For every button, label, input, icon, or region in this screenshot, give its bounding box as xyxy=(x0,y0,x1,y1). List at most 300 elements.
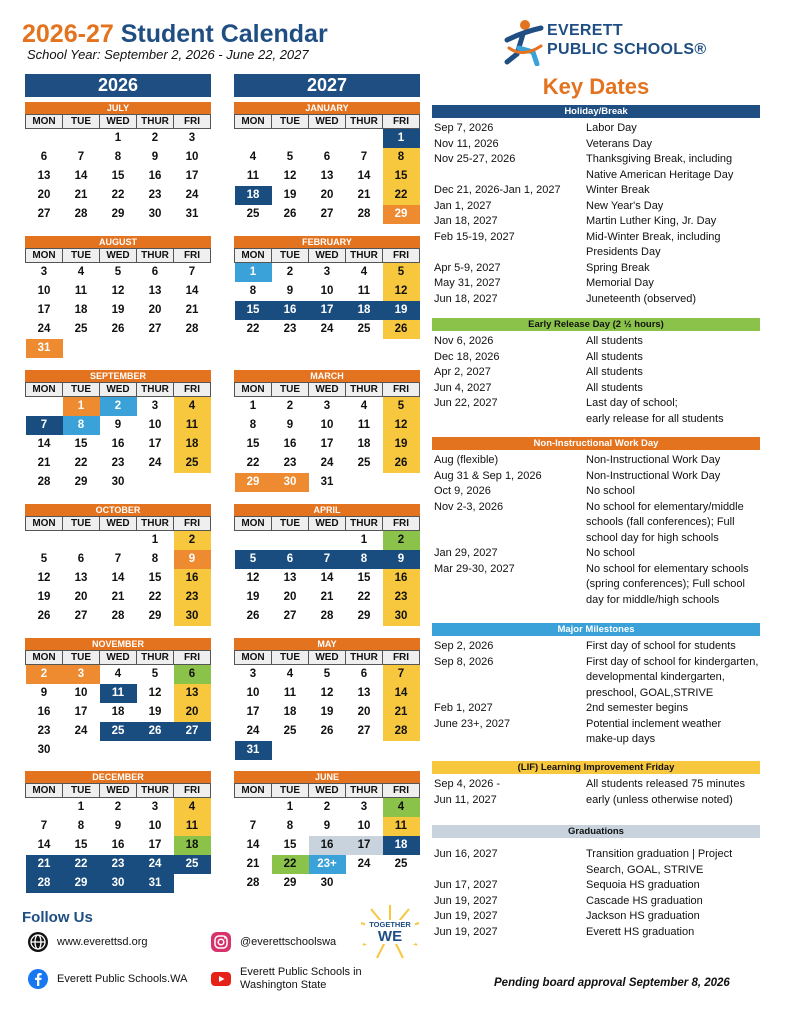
pending-approval-note: Pending board approval September 8, 2026 xyxy=(494,977,730,989)
day-cell: 24 xyxy=(185,189,199,201)
day-cell: 24 xyxy=(320,323,334,335)
day-cell xyxy=(383,741,420,760)
weekday-header: TUE xyxy=(272,115,309,129)
weekday-header: TUE xyxy=(63,651,100,665)
day-cell: 27 xyxy=(357,725,371,737)
key-date-row xyxy=(434,546,760,562)
weekday-header: WED xyxy=(100,383,137,397)
month-table xyxy=(25,382,211,492)
day-cell xyxy=(100,531,137,550)
day-cell: 25 xyxy=(283,725,297,737)
day-cell: 21 xyxy=(37,457,51,469)
week-row xyxy=(26,320,211,339)
day-cell: 31 xyxy=(137,874,174,893)
weekday-header-row xyxy=(26,651,211,665)
weekday-header: FRI xyxy=(174,651,211,665)
month-name: MARCH xyxy=(234,370,420,382)
key-date-event xyxy=(586,793,760,809)
week-row xyxy=(26,416,211,435)
day-cell: 31 xyxy=(26,339,63,358)
key-date-date: Jan 29, 2027 xyxy=(434,547,498,559)
weekday-header: MON xyxy=(235,651,272,665)
month-table xyxy=(25,650,211,760)
day-cell: 10 xyxy=(74,687,88,699)
key-date-date: Dec 21, 2026-Jan 1, 2027 xyxy=(434,184,561,196)
event-line: All students xyxy=(586,381,643,394)
youtube-icon xyxy=(210,968,232,990)
key-dates-section xyxy=(432,318,760,427)
day-cell: 29 xyxy=(235,473,272,492)
day-cell: 22 xyxy=(383,186,420,205)
week-row xyxy=(26,569,211,588)
weekday-header: WED xyxy=(309,517,346,531)
day-cell: 23 xyxy=(383,588,420,607)
weekday-header-row xyxy=(235,115,420,129)
day-cell: 12 xyxy=(283,170,297,182)
key-date-date: Apr 5-9, 2027 xyxy=(434,261,501,274)
key-date-date: Nov 25-27, 2026 xyxy=(434,153,516,165)
month-table xyxy=(234,650,420,760)
key-date-event xyxy=(586,183,760,199)
weekday-header-row xyxy=(235,651,420,665)
day-cell: 24 xyxy=(137,855,174,874)
weekday-header-row xyxy=(235,517,420,531)
event-line: Presidents Day xyxy=(586,246,661,258)
day-cell: 11 xyxy=(100,684,137,703)
event-line: Last day of school; xyxy=(586,397,678,409)
day-cell: 24 xyxy=(320,457,334,469)
month-name: OCTOBER xyxy=(25,504,211,516)
day-cell xyxy=(26,531,63,550)
weekday-header: TUE xyxy=(272,784,309,798)
key-date-row xyxy=(434,469,760,485)
day-cell: 21 xyxy=(246,858,260,870)
key-date-row xyxy=(434,847,760,878)
day-cell xyxy=(309,741,346,760)
key-date-row xyxy=(434,199,760,215)
day-cell: 28 xyxy=(37,476,51,488)
weekday-header-row xyxy=(26,784,211,798)
weekday-header: THUR xyxy=(137,115,174,129)
day-cell: 31 xyxy=(185,208,199,220)
weekday-header: FRI xyxy=(383,115,420,129)
section-rows xyxy=(432,774,760,808)
key-date-date: May 31, 2027 xyxy=(434,277,501,289)
weekday-header-row xyxy=(235,383,420,397)
follow-us-heading: Follow Us xyxy=(22,909,93,926)
day-cell: 29 xyxy=(283,877,297,889)
month-name: NOVEMBER xyxy=(25,638,211,650)
day-cell: 17 xyxy=(346,836,383,855)
key-date-event xyxy=(586,453,760,469)
day-cell: 26 xyxy=(383,320,420,339)
key-dates-section xyxy=(432,437,760,608)
day-cell: 15 xyxy=(235,301,272,320)
day-cell: 19 xyxy=(37,591,51,603)
day-cell xyxy=(346,741,383,760)
key-date-row xyxy=(434,152,760,183)
day-cell: 2 xyxy=(100,397,137,416)
day-cell: 9 xyxy=(151,151,159,163)
day-cell: 30 xyxy=(174,607,211,626)
weekday-header: MON xyxy=(26,249,63,263)
day-cell: 2 xyxy=(383,531,420,550)
day-cell: 23 xyxy=(148,189,162,201)
month-name: JUNE xyxy=(234,771,420,783)
weekday-header: WED xyxy=(309,249,346,263)
day-cell: 18 xyxy=(111,706,125,718)
day-cell xyxy=(235,129,272,148)
day-cell: 8 xyxy=(249,419,257,431)
key-date-date: Nov 11, 2026 xyxy=(434,137,499,150)
day-cell xyxy=(235,531,272,550)
day-cell: 24 xyxy=(357,858,371,870)
weekday-header: THUR xyxy=(346,784,383,798)
day-cell: 2 xyxy=(114,801,122,814)
weekday-header: WED xyxy=(309,784,346,798)
day-cell: 14 xyxy=(357,170,371,182)
weekday-header: THUR xyxy=(346,517,383,531)
day-cell: 11 xyxy=(357,285,371,297)
day-cell: 3 xyxy=(151,400,159,413)
day-cell: 6 xyxy=(323,151,331,163)
day-cell: 19 xyxy=(283,189,297,201)
weekday-header: TUE xyxy=(272,517,309,531)
day-cell: 1 xyxy=(360,534,368,547)
event-line: Native American Heritage Day xyxy=(586,168,734,181)
key-date-row xyxy=(434,777,760,793)
day-cell: 30 xyxy=(383,607,420,626)
day-cell: 20 xyxy=(148,304,162,316)
weekday-header: THUR xyxy=(346,249,383,263)
section-header: (LIF) Learning Improvement Friday xyxy=(432,761,760,774)
day-cell: 29 xyxy=(383,205,420,224)
weekday-header: TUE xyxy=(272,651,309,665)
key-date-row xyxy=(434,655,760,702)
day-cell: 23 xyxy=(37,725,51,737)
day-cell: 12 xyxy=(111,285,125,297)
key-date-date: Sep 7, 2026 xyxy=(434,122,494,134)
week-row xyxy=(235,550,420,569)
day-cell: 23 xyxy=(174,588,211,607)
week-row xyxy=(235,148,420,167)
key-dates-title: Key Dates xyxy=(542,74,650,99)
key-dates-section xyxy=(432,761,760,808)
week-row xyxy=(26,817,211,836)
event-line: early release for all students xyxy=(586,412,724,425)
weekday-header-row xyxy=(26,517,211,531)
day-cell: 8 xyxy=(77,820,85,832)
day-cell: 11 xyxy=(246,170,260,182)
day-cell: 8 xyxy=(383,148,420,167)
day-cell: 9 xyxy=(383,550,420,569)
facebook-link[interactable] xyxy=(27,968,187,990)
day-cell: 1 xyxy=(249,400,257,413)
key-date-row xyxy=(434,894,760,910)
week-row xyxy=(235,798,420,817)
weekday-header: THUR xyxy=(137,249,174,263)
badge-line-1: TOGETHER xyxy=(369,920,411,929)
month-table xyxy=(234,248,420,339)
day-cell xyxy=(272,741,309,760)
key-date-event xyxy=(586,894,760,910)
day-cell: 19 xyxy=(111,304,125,316)
event-line: Martin Luther King, Jr. Day xyxy=(586,215,717,227)
event-line: preschool, GOAL,STRIVE xyxy=(586,686,714,699)
day-cell: 14 xyxy=(320,572,334,584)
key-date-row xyxy=(434,276,760,292)
month-may xyxy=(234,638,420,760)
key-date-row xyxy=(434,925,760,941)
week-row xyxy=(26,722,211,741)
month-december xyxy=(25,771,211,893)
weekday-header: MON xyxy=(235,784,272,798)
section-header: Graduations xyxy=(432,825,760,838)
week-row xyxy=(26,167,211,186)
day-cell: 2 xyxy=(26,665,63,684)
day-cell: 28 xyxy=(111,610,125,622)
badge-line-2: WE xyxy=(377,928,403,945)
day-cell: 27 xyxy=(174,722,211,741)
day-cell xyxy=(309,531,346,550)
section-header: Major Milestones xyxy=(432,623,760,636)
day-cell: 11 xyxy=(383,817,420,836)
weekday-header: MON xyxy=(26,651,63,665)
day-cell: 19 xyxy=(148,706,162,718)
day-cell xyxy=(63,129,100,148)
together-we-badge xyxy=(357,903,423,961)
day-cell: 17 xyxy=(148,839,162,851)
key-date-event xyxy=(586,365,760,381)
day-cell: 16 xyxy=(111,438,125,450)
day-cell: 16 xyxy=(272,301,309,320)
day-cell: 25 xyxy=(174,454,211,473)
key-date-row xyxy=(434,878,760,894)
day-cell: 9 xyxy=(114,820,122,832)
key-date-date: Apr 2, 2027 xyxy=(434,366,491,378)
page-title xyxy=(22,20,328,49)
weekday-header: WED xyxy=(100,249,137,263)
day-cell: 7 xyxy=(26,416,63,435)
day-cell: 17 xyxy=(185,170,199,182)
day-cell: 2 xyxy=(174,531,211,550)
day-cell: 21 xyxy=(357,189,371,201)
event-line: No school xyxy=(586,547,635,559)
day-cell xyxy=(100,339,137,358)
day-cell: 6 xyxy=(272,550,309,569)
day-cell: 23 xyxy=(283,323,297,335)
day-cell: 14 xyxy=(111,572,125,584)
day-cell: 17 xyxy=(309,301,346,320)
key-date-event xyxy=(586,717,760,748)
day-cell: 7 xyxy=(114,553,122,565)
day-cell: 25 xyxy=(74,323,88,335)
day-cell: 22 xyxy=(74,457,88,469)
day-cell: 20 xyxy=(357,706,371,718)
day-cell: 9 xyxy=(286,285,294,297)
weekday-header-row xyxy=(235,249,420,263)
key-date-date: June 23+, 2027 xyxy=(434,717,511,730)
key-date-date: Jun 19, 2027 xyxy=(434,925,498,938)
week-row xyxy=(235,320,420,339)
week-row xyxy=(235,588,420,607)
day-cell: 1 xyxy=(63,397,100,416)
day-cell: 19 xyxy=(320,706,334,718)
day-cell: 30 xyxy=(148,208,162,220)
day-cell: 1 xyxy=(383,129,420,148)
day-cell: 22 xyxy=(111,189,125,201)
weekday-header-row xyxy=(26,115,211,129)
day-cell: 5 xyxy=(114,266,122,279)
event-line: First day of school for students xyxy=(586,640,736,652)
month-table xyxy=(234,114,420,224)
week-row xyxy=(26,531,211,550)
day-cell: 5 xyxy=(383,397,420,416)
key-date-row xyxy=(434,396,760,427)
day-cell: 1 xyxy=(77,801,85,814)
event-line: Juneteenth (observed) xyxy=(586,292,697,305)
event-line: Winter Break xyxy=(586,184,650,196)
day-cell: 15 xyxy=(283,839,297,851)
month-name: DECEMBER xyxy=(25,771,211,783)
day-cell: 10 xyxy=(320,285,334,297)
day-cell: 30 xyxy=(320,877,334,889)
weekday-header: FRI xyxy=(174,249,211,263)
day-cell: 16 xyxy=(283,438,297,450)
day-cell: 3 xyxy=(360,801,368,814)
day-cell: 10 xyxy=(37,285,51,297)
day-cell: 18 xyxy=(235,186,272,205)
day-cell: 13 xyxy=(148,285,162,297)
weekday-header: TUE xyxy=(272,249,309,263)
district-logo xyxy=(503,16,707,72)
day-cell: 26 xyxy=(246,610,260,622)
day-cell: 10 xyxy=(246,687,260,699)
event-line: No school xyxy=(586,485,635,497)
day-cell: 26 xyxy=(137,722,174,741)
day-cell xyxy=(174,741,211,760)
key-date-event xyxy=(586,847,760,878)
month-february xyxy=(234,236,420,339)
day-cell: 25 xyxy=(100,722,137,741)
weekday-header: MON xyxy=(26,383,63,397)
website-link[interactable] xyxy=(27,931,147,953)
day-cell: 6 xyxy=(151,266,159,279)
weekday-header: MON xyxy=(235,383,272,397)
day-cell: 26 xyxy=(383,454,420,473)
key-date-date: Jun 19, 2027 xyxy=(434,894,498,907)
day-cell: 8 xyxy=(114,151,122,163)
day-cell: 4 xyxy=(174,397,211,416)
youtube-link[interactable] xyxy=(210,966,362,992)
day-cell: 29 xyxy=(357,610,371,622)
key-date-date: Nov 6, 2026 xyxy=(434,335,494,347)
event-line: All students xyxy=(586,335,643,347)
day-cell: 3 xyxy=(40,266,48,279)
week-row xyxy=(235,186,420,205)
day-cell xyxy=(26,798,63,817)
weekday-header: WED xyxy=(309,383,346,397)
day-cell xyxy=(174,339,211,358)
day-cell: 16 xyxy=(383,569,420,588)
key-date-row xyxy=(434,214,760,230)
day-cell: 16 xyxy=(309,836,346,855)
day-cell: 27 xyxy=(283,610,297,622)
day-cell: 6 xyxy=(40,151,48,163)
section-rows xyxy=(432,118,760,307)
key-date-row xyxy=(434,183,760,199)
day-cell: 27 xyxy=(74,610,88,622)
key-date-row xyxy=(434,500,760,547)
key-date-event xyxy=(586,777,760,793)
day-cell: 30 xyxy=(272,473,309,492)
weekday-header: MON xyxy=(26,115,63,129)
day-cell: 15 xyxy=(74,839,88,851)
day-cell xyxy=(309,129,346,148)
key-date-row xyxy=(434,484,760,500)
day-cell: 9 xyxy=(323,820,331,832)
weekday-header: TUE xyxy=(63,115,100,129)
week-row xyxy=(26,703,211,722)
week-row xyxy=(26,263,211,282)
event-line: First day of school for kindergarten, xyxy=(586,655,759,668)
week-row xyxy=(26,397,211,416)
weekday-header: TUE xyxy=(63,517,100,531)
day-cell: 13 xyxy=(320,170,334,182)
day-cell: 6 xyxy=(77,553,85,565)
event-line: Jackson HS graduation xyxy=(586,910,700,922)
day-cell: 12 xyxy=(148,687,162,699)
day-cell: 8 xyxy=(249,285,257,297)
event-line: make-up days xyxy=(586,733,656,745)
key-date-event xyxy=(586,469,760,485)
event-line: Cascade HS graduation xyxy=(586,894,703,907)
day-cell: 11 xyxy=(283,687,297,699)
day-cell: 14 xyxy=(246,839,260,851)
day-cell xyxy=(174,874,211,893)
week-row xyxy=(235,836,420,855)
day-cell: 25 xyxy=(357,323,371,335)
event-line: Thanksgiving Break, including xyxy=(586,153,733,165)
day-cell: 25 xyxy=(357,457,371,469)
day-cell: 1 xyxy=(286,801,294,814)
instagram-link[interactable] xyxy=(210,931,336,953)
day-cell: 5 xyxy=(286,151,294,163)
day-cell xyxy=(63,531,100,550)
event-line: Spring Break xyxy=(586,261,650,274)
website-text: www.everettsd.org xyxy=(57,936,148,948)
day-cell: 5 xyxy=(235,550,272,569)
week-row xyxy=(235,569,420,588)
weekday-header-row xyxy=(235,784,420,798)
day-cell xyxy=(235,798,272,817)
day-cell: 18 xyxy=(283,706,297,718)
month-table xyxy=(25,114,211,224)
month-name: MAY xyxy=(234,638,420,650)
event-line: Non-Instructional Work Day xyxy=(586,469,721,482)
event-line: (spring conferences); Full school xyxy=(586,578,745,590)
day-cell: 26 xyxy=(320,725,334,737)
day-cell: 21 xyxy=(320,591,334,603)
day-cell: 20 xyxy=(174,703,211,722)
event-line: New Year's Day xyxy=(586,199,664,212)
event-line: All students xyxy=(586,366,643,378)
year-header-2027: 2027 xyxy=(234,74,420,97)
day-cell: 30 xyxy=(37,744,51,756)
week-row xyxy=(235,722,420,741)
day-cell: 7 xyxy=(77,151,85,163)
week-row xyxy=(26,588,211,607)
